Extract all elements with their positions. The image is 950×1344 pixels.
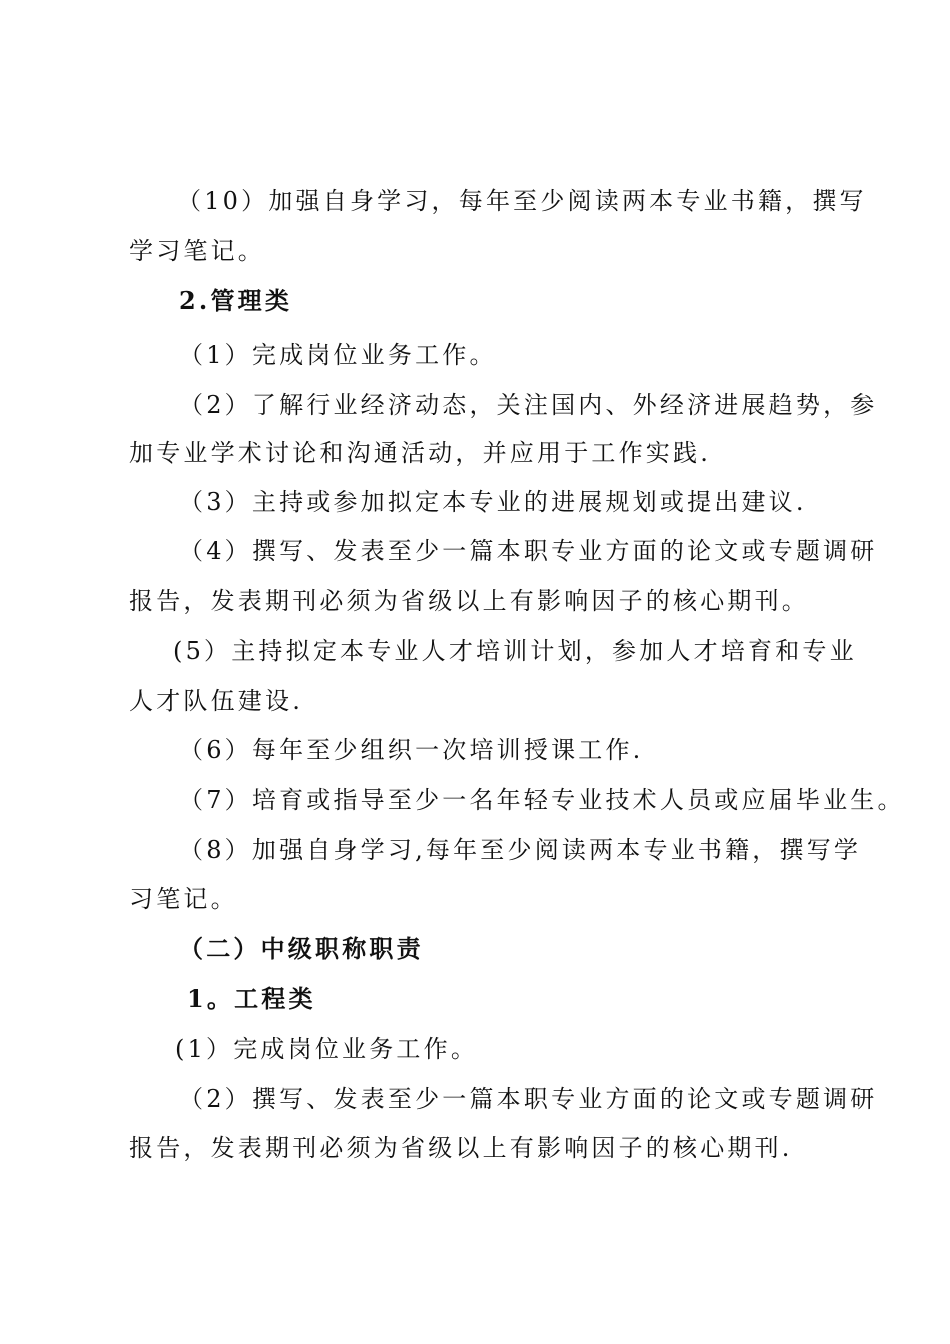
paragraph-line: （6）每年至少组织一次培训授课工作. bbox=[179, 736, 644, 764]
paragraph-line: 学习笔记。 bbox=[129, 237, 265, 265]
section-heading-engineering: 1。工程类 bbox=[187, 984, 316, 1013]
paragraph-line: （1）完成岗位业务工作。 bbox=[179, 341, 497, 369]
paragraph-line: （7）培育或指导至少一名年轻专业技术人员或应届毕业生。 bbox=[179, 786, 905, 814]
paragraph-line: 报告，发表期刊必须为省级以上有影响因子的核心期刊。 bbox=[129, 587, 809, 615]
paragraph-line: （8）加强自身学习,每年至少阅读两本专业书籍，撰写学 bbox=[179, 836, 862, 864]
paragraph-line: （3）主持或参加拟定本专业的进展规划或提出建议. bbox=[179, 488, 807, 516]
paragraph-line: 报告，发表期刊必须为省级以上有影响因子的核心期刊. bbox=[129, 1134, 793, 1162]
paragraph-line: （2）了解行业经济动态，关注国内、外经济进展趋势，参 bbox=[179, 391, 878, 419]
paragraph-line: （10）加强自身学习，每年至少阅读两本专业书籍，撰写 bbox=[177, 187, 867, 215]
paragraph-line: 加专业学术讨论和沟通活动，并应用于工作实践. bbox=[129, 439, 712, 467]
paragraph-line: 人才队伍建设. bbox=[129, 687, 304, 715]
paragraph-line: 习笔记。 bbox=[129, 885, 238, 913]
paragraph-line: (5）主持拟定本专业人才培训计划，参加人才培育和专业 bbox=[173, 637, 857, 665]
paragraph-line: （2）撰写、发表至少一篇本职专业方面的论文或专题调研 bbox=[179, 1085, 878, 1113]
section-heading-management: 2.管理类 bbox=[179, 286, 293, 315]
paragraph-line: (1）完成岗位业务工作。 bbox=[175, 1035, 479, 1063]
paragraph-line: （4）撰写、发表至少一篇本职专业方面的论文或专题调研 bbox=[179, 537, 878, 565]
section-heading-intermediate-title: （二）中级职称职责 bbox=[179, 934, 424, 963]
